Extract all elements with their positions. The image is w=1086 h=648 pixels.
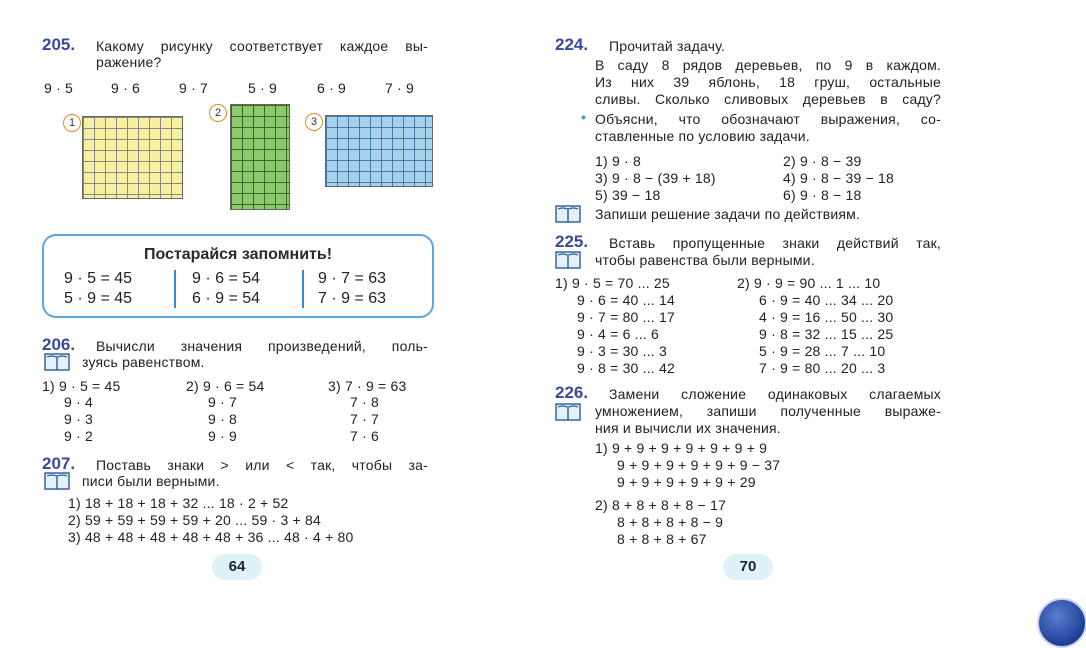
task-207-item: 1) 18 + 18 + 18 + 32 ... 18 · 2 + 52: [68, 495, 289, 511]
expression: 9 · 6 = 40 ... 14: [577, 292, 675, 308]
memo-divider: [174, 270, 176, 308]
expression: 9 · 8 = 32 ... 15 ... 25: [759, 326, 894, 342]
open-book-icon: [555, 251, 581, 269]
expression: 6 · 9: [317, 80, 347, 96]
task-226-expression: 8 + 8 + 8 + 67: [617, 531, 707, 547]
expression: 4 · 9 = 16 ... 50 ... 30: [759, 309, 894, 325]
open-book-icon: [44, 353, 70, 371]
expression: 7 · 9 = 80 ... 20 ... 3: [759, 360, 886, 376]
memo-equation: 5 · 9 = 45: [64, 290, 133, 307]
expression: 9 · 9: [208, 428, 238, 444]
task-224-option: 1) 9 · 8: [595, 153, 641, 169]
bullet-dot-icon: •: [581, 109, 586, 125]
left-page: [0, 0, 543, 645]
task-224-number: 224.: [555, 35, 589, 54]
expression: 9 · 4: [64, 394, 94, 410]
task-226-expression: 9 + 9 + 9 + 9 + 9 + 29: [617, 474, 756, 490]
task-226-number: 226.: [555, 383, 589, 402]
task-224-question-line: Объясни, что обозначают выражения, со-: [595, 111, 941, 127]
task-224-problem-line: сливы. Сколько сливовых деревьев в саду?: [595, 91, 941, 107]
memo-equation: 7 · 9 = 63: [318, 290, 387, 307]
memo-equation: 9 · 5 = 45: [64, 270, 133, 287]
task-207-text-line1: Поставь знаки > или < так, чтобы за-: [96, 457, 428, 473]
task-226-expression: 8 + 8 + 8 + 8 − 9: [617, 514, 724, 530]
yellow-grid-figure: [82, 116, 183, 199]
task-205-text-line2: ражение?: [96, 54, 162, 70]
expression: 2) 9 · 6 = 54: [186, 378, 265, 394]
expression: 1) 9 · 5 = 45: [42, 378, 121, 394]
expression: 5 · 9 = 28 ... 7 ... 10: [759, 343, 886, 359]
open-book-icon: [555, 205, 581, 223]
expression: 9 · 5: [44, 80, 74, 96]
task-226-text-line2: умножением, запиши полученные выраже-: [595, 403, 941, 419]
expression: 9 · 3 = 30 ... 3: [577, 343, 667, 359]
task-206-text-line1: Вычисли значения произведений, поль-: [96, 338, 428, 354]
green-grid-figure: [230, 104, 290, 210]
expression: 6 · 9 = 40 ... 34 ... 20: [759, 292, 894, 308]
memo-box: [42, 234, 434, 318]
open-book-icon: [44, 472, 70, 490]
memo-title: Постарайся запомнить!: [143, 246, 333, 263]
task-224-problem-line: В саду 8 рядов деревьев, по 9 в каждом.: [595, 57, 941, 73]
task-207-item: 3) 48 + 48 + 48 + 48 + 48 + 36 ... 48 · 4 + 80: [68, 529, 354, 545]
figure-marker-2: 2: [209, 104, 227, 122]
task-207-number: 207.: [42, 454, 76, 473]
task-224-option: 6) 9 · 8 − 18: [783, 187, 862, 203]
task-226-expression: 1) 9 + 9 + 9 + 9 + 9 + 9 + 9: [595, 440, 768, 456]
expression: 9 · 8: [208, 411, 238, 427]
expression: 3) 7 · 9 = 63: [328, 378, 407, 394]
task-206-number: 206.: [42, 335, 76, 354]
memo-equation: 9 · 7 = 63: [318, 270, 387, 287]
task-224-option: 2) 9 · 8 − 39: [783, 153, 862, 169]
task-224-question-line: ставленные по условию задачи.: [595, 128, 810, 144]
task-207-item: 2) 59 + 59 + 59 + 59 + 20 ... 59 · 3 + 84: [68, 512, 321, 528]
expression: 1) 9 · 5 = 70 ... 25: [555, 275, 670, 291]
expression: 7 · 9: [385, 80, 415, 96]
task-206-text-line2: зуясь равенством.: [82, 354, 205, 370]
task-207-text-line2: писи были верными.: [82, 473, 220, 489]
expression: 9 · 7: [208, 394, 238, 410]
expression: 7 · 8: [350, 394, 380, 410]
task-224-problem-line: Из них 39 яблонь, 18 груш, остальные: [595, 74, 941, 90]
task-205-number: 205.: [42, 35, 76, 54]
expression: 9 · 7 = 80 ... 17: [577, 309, 675, 325]
expression: 7 · 6: [350, 428, 380, 444]
memo-equation: 6 · 9 = 54: [192, 290, 261, 307]
task-224-instruction: Запиши решение задачи по действиям.: [595, 206, 861, 222]
task-224-option: 3) 9 · 8 − (39 + 18): [595, 170, 716, 186]
expression: 9 · 7: [179, 80, 209, 96]
task-224-option: 4) 9 · 8 − 39 − 18: [783, 170, 895, 186]
expression: 9 · 3: [64, 411, 94, 427]
expression: 9 · 2: [64, 428, 94, 444]
memo-equation: 9 · 6 = 54: [192, 270, 261, 287]
open-book-icon: [555, 403, 581, 421]
expression: 9 · 4 = 6 ... 6: [577, 326, 659, 342]
task-226-expression: 2) 8 + 8 + 8 + 8 − 17: [595, 497, 727, 513]
expression: 7 · 7: [350, 411, 380, 427]
task-226-expression: 9 + 9 + 9 + 9 + 9 + 9 − 37: [617, 457, 781, 473]
figure-marker-3: 3: [305, 113, 323, 131]
expression: 9 · 6: [111, 80, 141, 96]
task-225-text-line1: Вставь пропущенные знаки действий так,: [609, 235, 941, 251]
page-number-right: 70: [723, 554, 773, 580]
task-224-title: Прочитай задачу.: [609, 38, 726, 54]
expression: 2) 9 · 9 = 90 ... 1 ... 10: [737, 275, 881, 291]
task-226-text-line1: Замени сложение одинаковых слагаемых: [609, 386, 941, 402]
figure-marker-1: 1: [63, 114, 81, 132]
page-number-left: 64: [212, 554, 262, 580]
expression: 9 · 8 = 30 ... 42: [577, 360, 675, 376]
task-225-text-line2: чтобы равенства были верными.: [595, 252, 815, 268]
blue-grid-figure: [325, 115, 433, 187]
task-224-option: 5) 39 − 18: [595, 187, 661, 203]
task-226-text-line3: ния и вычисли их значения.: [595, 420, 781, 436]
expression: 5 · 9: [248, 80, 278, 96]
right-page: [543, 0, 1086, 645]
memo-divider: [302, 270, 304, 308]
task-225-number: 225.: [555, 232, 589, 251]
task-205-text-line1: Какому рисунку соответствует каждое вы-: [96, 38, 428, 54]
publisher-logo-icon: [1037, 598, 1086, 648]
